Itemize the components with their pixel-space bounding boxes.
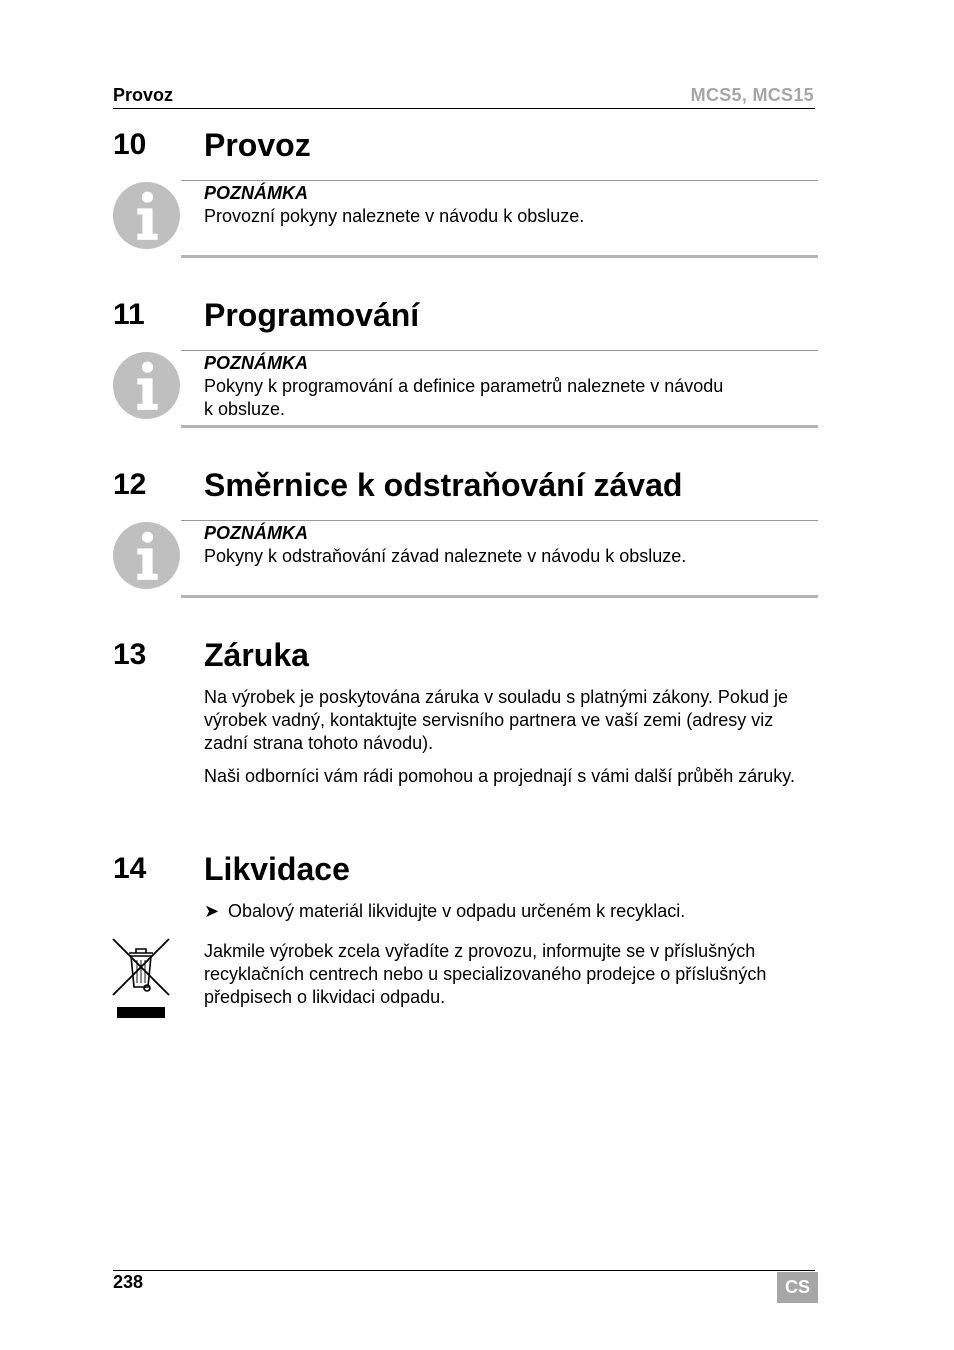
note-text: Provozní pokyny naleznete v návodu k obsluze.: [204, 206, 585, 226]
note-text: [204, 375, 804, 421]
section-number: 12: [113, 468, 147, 501]
warranty-paragraph: Na výrobek je poskytována záruka v souladu s platnými zákony. Pokud je výrobek vadný, kontaktujte servisního partnera ve vaší zemi (adresy viz zadní strana tohoto návodu).: [204, 687, 788, 753]
note-text-line: k obsluze.: [204, 399, 286, 419]
language-badge: CS: [777, 1272, 818, 1303]
section-number: 13: [113, 638, 147, 671]
section-title: Programování: [204, 297, 420, 333]
disposal-paragraph: Jakmile výrobek zcela vyřadíte z provozu, informujte se v příslušných recyklačních centrech nebo u specializovaného prodejce o příslušných předpisech o likvidaci odpadu.: [204, 941, 767, 1007]
page-number: 238: [113, 1272, 144, 1292]
note-label: POZNÁMKA: [204, 523, 308, 543]
section-title: Provoz: [204, 127, 311, 163]
note-label: POZNÁMKA: [204, 353, 308, 373]
bullet-arrow-icon: ➤: [204, 901, 220, 921]
bullet-text: Obalový materiál likvidujte v odpadu určeném k recyklaci.: [228, 901, 686, 921]
running-header-section: Provoz: [113, 85, 174, 105]
info-icon: [113, 352, 180, 419]
header-divider: [113, 108, 815, 109]
note-top-rule: [181, 180, 818, 181]
section-title: Likvidace: [204, 851, 350, 887]
note-text-line: Pokyny k programování a definice parametrů naleznete v návodu: [204, 376, 724, 396]
note-bottom-rule: [181, 595, 818, 598]
disposal-instruction: [204, 900, 685, 923]
note-top-rule: [181, 350, 818, 351]
section-title: Záruka: [204, 637, 309, 673]
section-number: 10: [113, 128, 147, 161]
note-top-rule: [181, 520, 818, 521]
footer-divider: [113, 1270, 815, 1271]
note-text: Pokyny k odstraňování závad naleznete v návodu k obsluze.: [204, 546, 687, 566]
info-icon: [113, 522, 180, 589]
section-number: 11: [113, 298, 145, 331]
section-title: Směrnice k odstraňování závad: [204, 467, 683, 503]
section-number: 14: [113, 852, 147, 885]
warranty-paragraph: Naši odborníci vám rádi pomohou a projednají s vámi další průběh záruky.: [204, 766, 795, 786]
info-icon: [113, 182, 180, 249]
crossed-out-bin-icon: [111, 937, 171, 1021]
note-bottom-rule: [181, 425, 818, 428]
running-header-model: MCS5, MCS15: [690, 85, 814, 105]
note-label: POZNÁMKA: [204, 183, 308, 203]
note-bottom-rule: [181, 255, 818, 258]
